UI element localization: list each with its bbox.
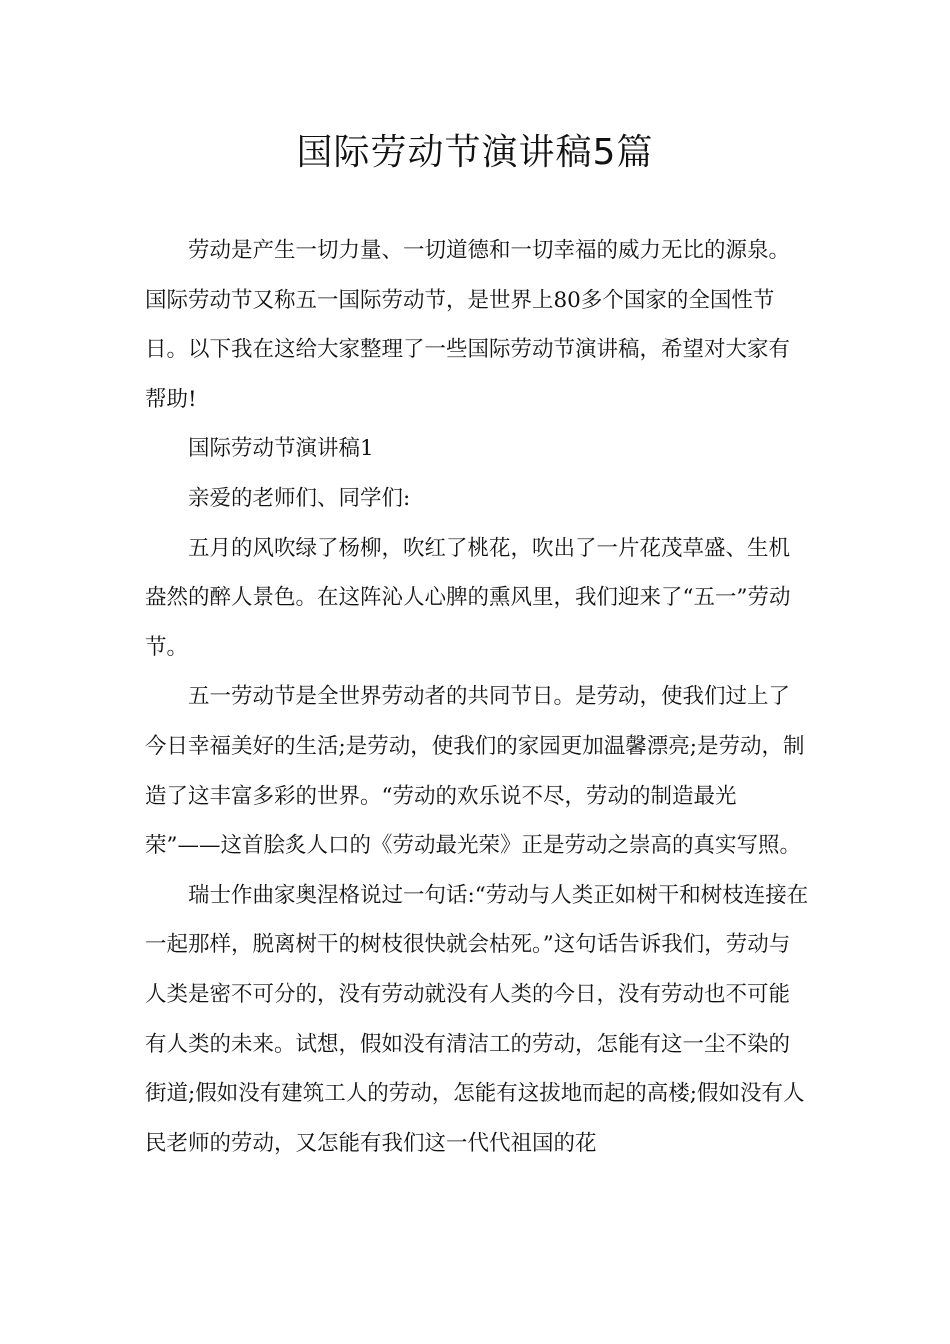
- section-heading: 国际劳动节演讲稿1: [188, 436, 374, 462]
- document-title: 国际劳动节演讲稿5篇: [296, 132, 654, 173]
- paragraph-salutation: 亲爱的老师们、同学们:: [188, 485, 411, 511]
- paragraph: 五月的风吹绿了杨柳，吹红了桃花，吹出了一片花茂草盛、生机盎然的醉人景色。在这阵沁人心脾的熏风里，我们迎来了“五一”劳动节。: [145, 535, 791, 660]
- paragraph: 五一劳动节是全世界劳动者的共同节日。是劳动，使我们过上了今日幸福美好的生活;是劳动，使我们的家园更加温馨漂亮;是劳动，制造了这丰富多彩的世界。“劳动的欢乐说不尽，劳动的制造最光荣”——这首脍炙人口的《劳动最光荣》正是劳动之崇高的真实写照。: [145, 684, 805, 859]
- paragraph-intro: 劳动是产生一切力量、一切道德和一切幸福的威力无比的源泉。国际劳动节又称五一国际劳动节，是世界上80多个国家的全国性节日。以下我在这给大家整理了一些国际劳动节演讲稿，希望对大家有帮助!: [145, 238, 791, 412]
- document-body: [145, 226, 810, 1168]
- paragraph: 瑞士作曲家奥涅格说过一句话:“劳动与人类正如树干和树枝连接在一起那样，脱离树干的树枝很快就会枯死。”这句话告诉我们，劳动与人类是密不可分的，没有劳动就没有人类的今日，没有劳动也不可能有人类的未来。试想，假如没有清洁工的劳动，怎能有这一尘不染的街道;假如没有建筑工人的劳动，怎能有这拔地而起的高楼;假如没有人民老师的劳动，又怎能有我们这一代代祖国的花: [145, 882, 809, 1156]
